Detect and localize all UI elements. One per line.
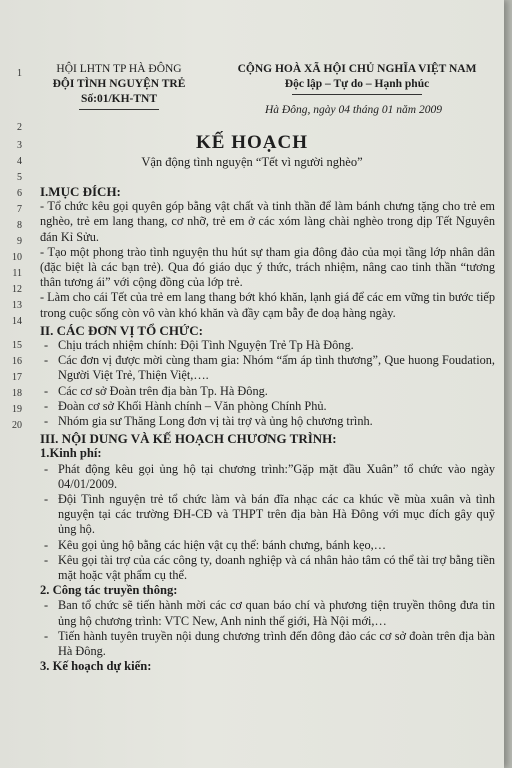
- national-header: [222, 62, 492, 95]
- document-subtitle: Vận động tình nguyện “Tết vì người nghèo”: [141, 155, 363, 169]
- paragraph: - Tổ chức kêu gọi quyên góp bằng vật chất và tinh thần để làm bánh chưng tặng cho trẻ em nghèo, trẻ em lang thang, cơ nhỡ, trẻ em ở các xóm làng chài nghèo trong dịp Tết Nguyên đán Kỉ Sửu.: [40, 199, 495, 244]
- list-item: - Ban tổ chức sẽ tiến hành mời các cơ quan báo chí và phương tiện truyền thông đưa tin ủng hộ chương trình: VTC New, Anh ninh thế giới, Hà Nội mới,…: [40, 598, 495, 628]
- line-number: 8: [17, 220, 22, 231]
- list-item: - Tiến hành tuyên truyền nội dung chương trình đến đông đảo các cơ sở đoàn trên địa bàn Hà Đông.: [40, 629, 495, 659]
- line-number: 20: [12, 420, 22, 431]
- line-number: 6: [17, 188, 22, 199]
- line-number: 18: [12, 388, 22, 399]
- list-item: - Chịu trách nhiệm chính: Đội Tình Nguyện Trẻ Tp Hà Đông.: [40, 338, 495, 353]
- line-number: 9: [17, 236, 22, 247]
- subsection-heading-media: 2. Công tác truyền thông:: [40, 583, 178, 598]
- list-item: - Kêu gọi tài trợ của các công ty, doanh nghiệp và cá nhân hảo tâm có thể tài trợ bằng tiền mặt hoặc vật phẩm cụ thể.: [40, 553, 495, 583]
- motto-rule: [292, 94, 422, 95]
- list-item: - Đoàn cơ sở Khối Hành chính – Văn phòng Chính Phủ.: [40, 399, 495, 414]
- line-number: 16: [12, 356, 22, 367]
- document-date: Hà Đông, ngày 04 tháng 01 năm 2009: [265, 104, 442, 116]
- section-heading-content: III. NỘI DUNG VÀ KẾ HOẠCH CHƯƠNG TRÌNH:: [40, 431, 337, 447]
- document-number: Số:01/KH-TNT: [80, 93, 158, 105]
- line-number: 7: [17, 204, 22, 215]
- list-item: - Đội Tình nguyện trẻ tổ chức làm và bán đĩa nhạc các ca khúc về mùa xuân và tình nguyện tại các trường ĐH-CĐ và THPT trên địa bàn Hà Đông với mục đích gây quỹ ủng hộ.: [40, 492, 495, 538]
- list-item: - Các đơn vị được mời cùng tham gia: Nhóm “ấm áp tình thương”, Que huong Foudation, Người Việt Trẻ, Thiện Việt,….: [40, 353, 495, 383]
- section-heading-organizers: II. CÁC ĐƠN VỊ TỔ CHỨC:: [40, 322, 203, 338]
- national-motto: Độc lập – Tự do – Hạnh phúc: [284, 78, 430, 90]
- section-heading-purpose: I.MỤC ĐÍCH:: [40, 184, 121, 199]
- line-number: 13: [12, 300, 22, 311]
- line-number: 5: [17, 172, 22, 183]
- line-number: 14: [12, 316, 22, 327]
- line-number: 2: [17, 122, 22, 133]
- line-number: 10: [12, 252, 22, 263]
- line-number: 17: [12, 372, 22, 383]
- nation-name: CỘNG HOÀ XÃ HỘI CHỦ NGHĨA VIỆT NAM: [237, 63, 477, 75]
- list-item: - Nhóm gia sư Thăng Long đơn vị tài trợ và ủng hộ chương trình.: [40, 414, 495, 429]
- line-number: 15: [12, 340, 22, 351]
- list-item: - Kêu gọi ủng hộ bằng các hiện vật cụ thể: bánh chưng, bánh kẹo,…: [40, 538, 495, 553]
- line-number: 19: [12, 404, 22, 415]
- document-title: KẾ HOẠCH: [196, 132, 308, 153]
- document-body: [40, 182, 495, 675]
- org-line-1: HỘI LHTN TP HÀ ĐÔNG: [56, 63, 182, 75]
- line-number: 3: [17, 140, 22, 151]
- organization-header: [34, 62, 204, 110]
- org-line-2: ĐỘI TÌNH NGUYỆN TRẺ: [52, 78, 186, 90]
- list-item: - Phát động kêu gọi ủng hộ tại chương trình:”Gặp mặt đầu Xuân” tổ chức vào ngày 04/01/2009.: [40, 462, 495, 492]
- subsection-heading-funding: 1.Kinh phí:: [40, 446, 102, 461]
- list-item: - Các cơ sở Đoàn trên địa bàn Tp. Hà Đông.: [40, 384, 495, 399]
- line-number: 1: [17, 68, 22, 79]
- line-number: 12: [12, 284, 22, 295]
- line-number: 11: [12, 268, 22, 279]
- subsection-heading-plan: 3. Kế hoạch dự kiến:: [40, 659, 152, 674]
- header-rule: [79, 109, 159, 110]
- line-number: 4: [17, 156, 22, 167]
- paragraph: - Tạo một phong trào tình nguyện thu hút sự tham gia đông đảo của mọi tầng lớp nhân dân (đặc biệt là các bạn trẻ). Qua đó giáo dục ý thức, trách nhiệm, nâng cao tinh thần “tương thân tương ái” với cộng đồng của lớp trẻ.: [40, 244, 495, 290]
- paragraph: - Làm cho cái Tết của trẻ em lang thang bớt khó khăn, lạnh giá để các em vững tin bước tiếp trong cuộc sống còn vô vàn khó khăn và đầy cạm bẫy đe doạ hàng ngày.: [40, 290, 495, 320]
